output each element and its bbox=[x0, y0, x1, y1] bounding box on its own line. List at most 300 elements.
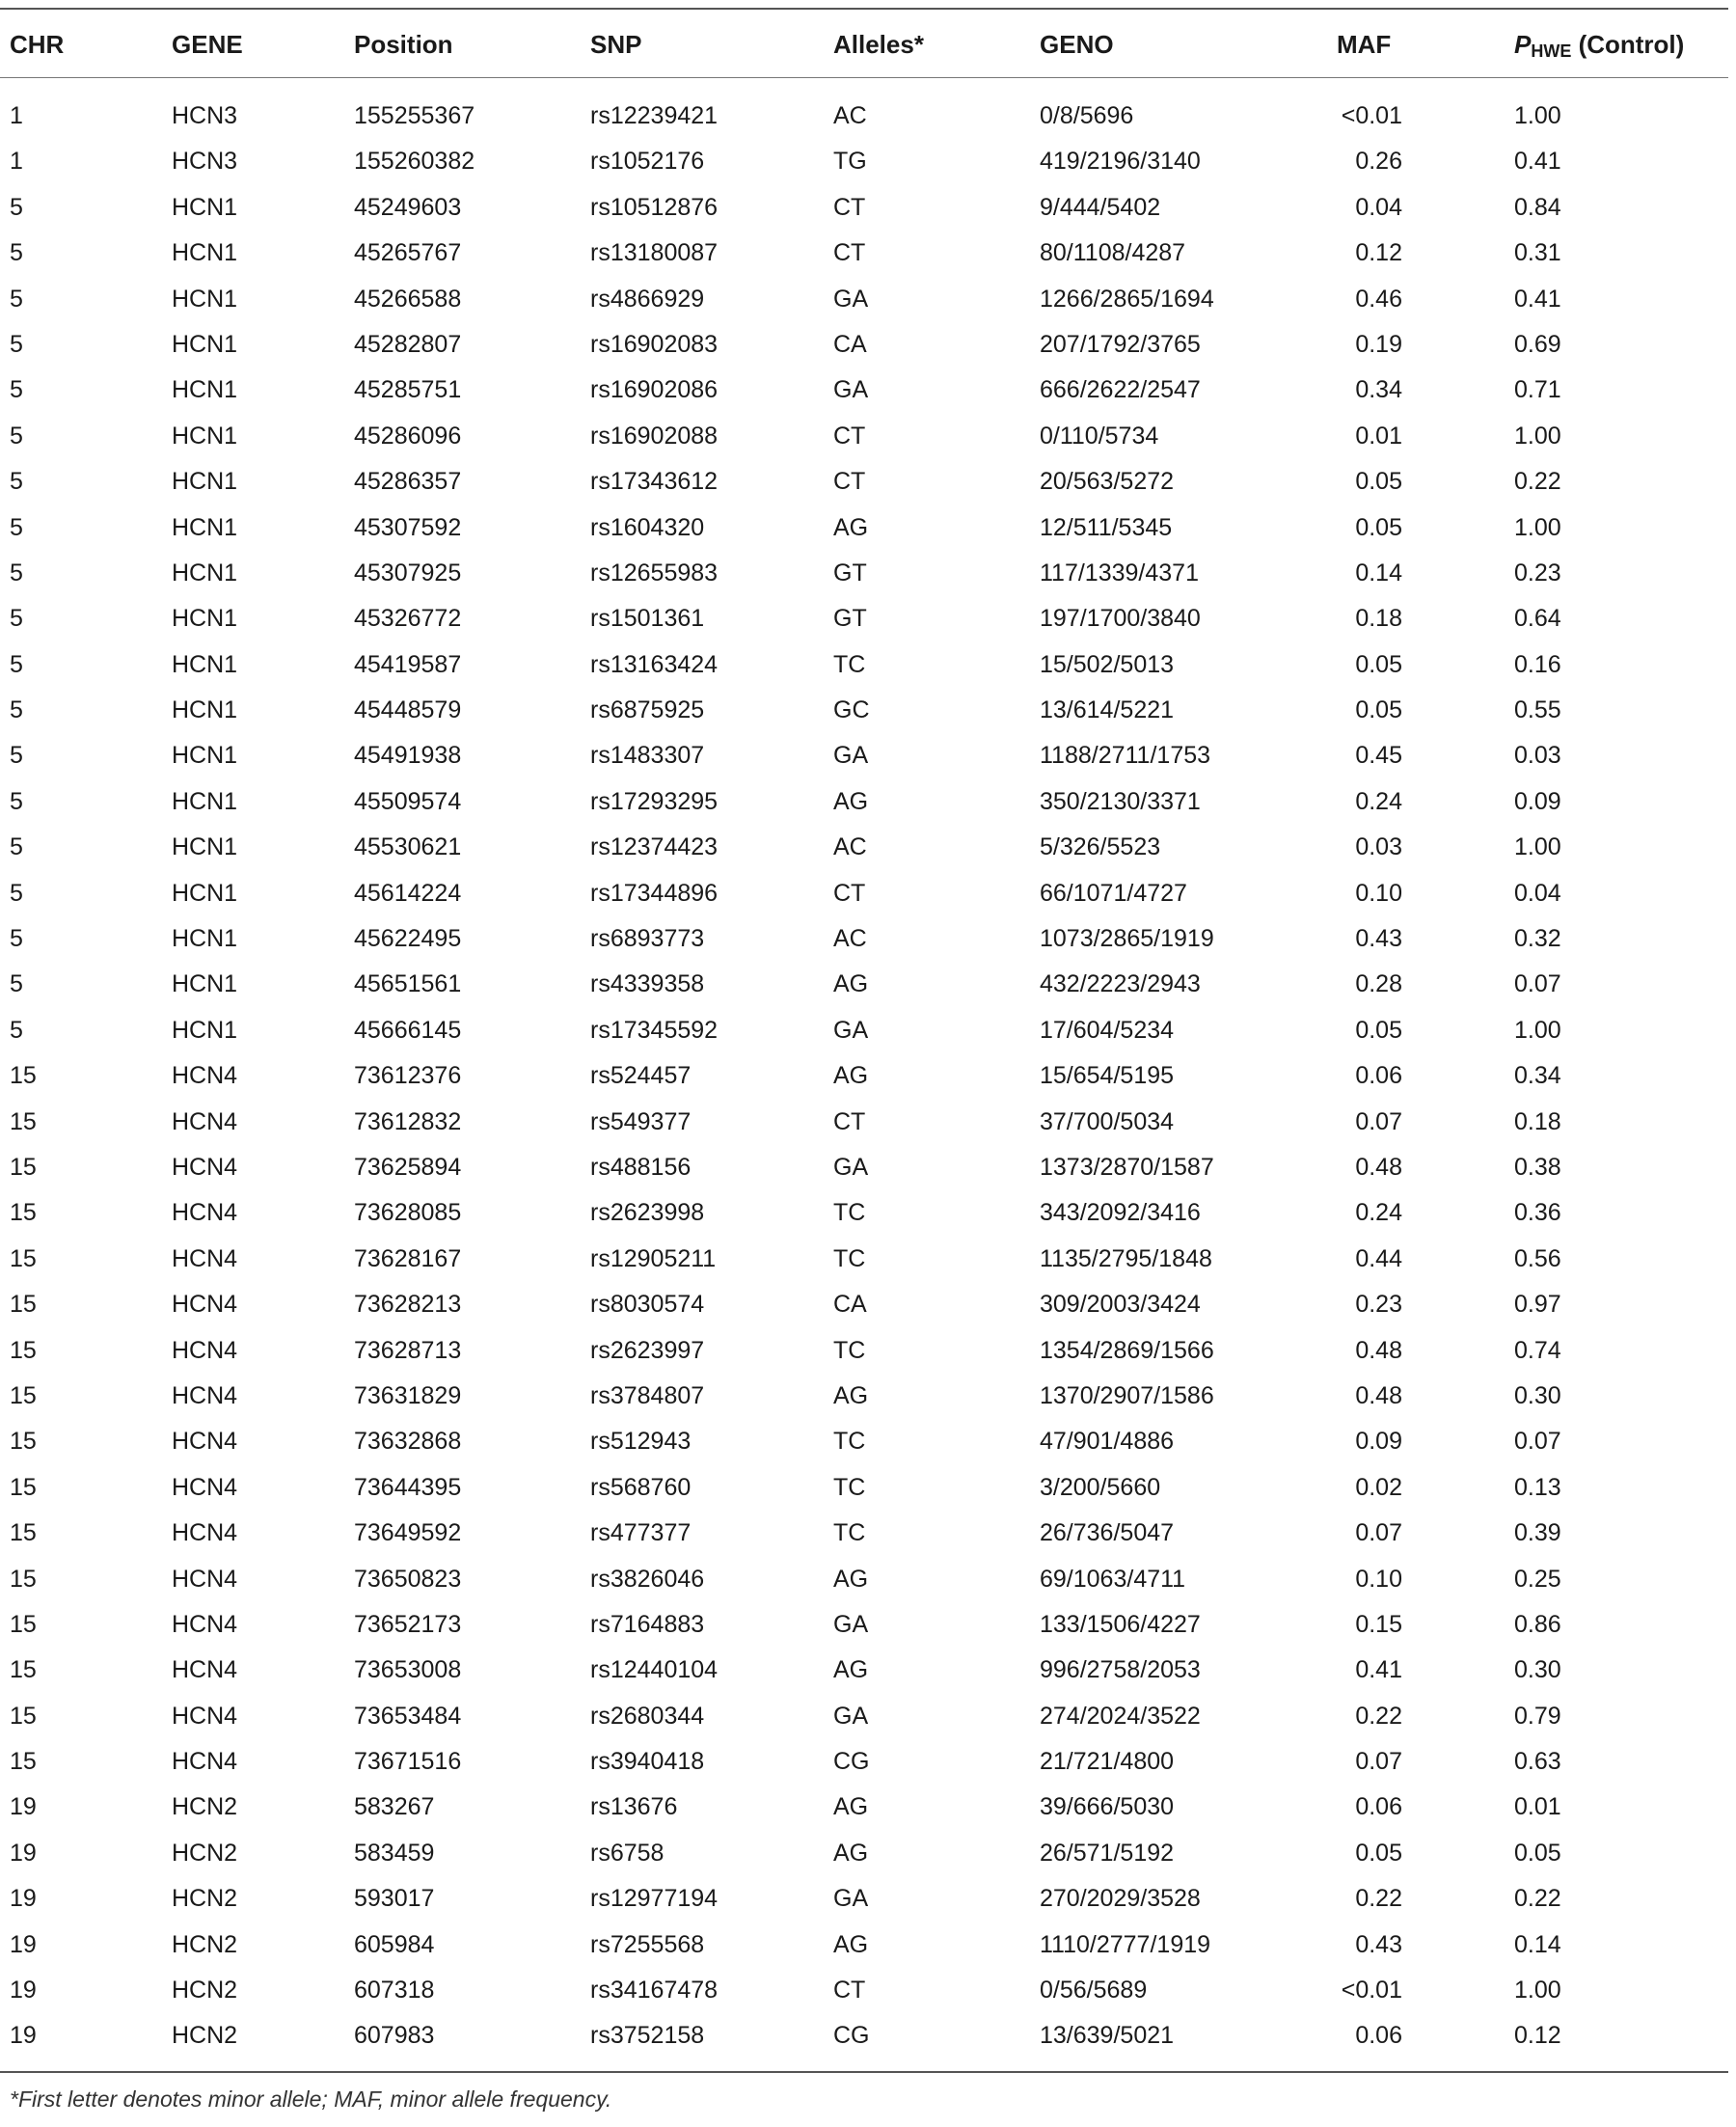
cell-phwe: 0.55 bbox=[1514, 696, 1561, 724]
cell-geno: 1110/2777/1919 bbox=[1040, 1930, 1211, 1958]
table-row bbox=[0, 1923, 1728, 1969]
cell-geno: 996/2758/2053 bbox=[1040, 1656, 1201, 1684]
cell-snp: rs524457 bbox=[590, 1062, 692, 1090]
cell-alleles: TC bbox=[833, 1244, 866, 1272]
table-row bbox=[0, 1375, 1728, 1420]
cell-chr: 5 bbox=[10, 605, 23, 633]
table-row bbox=[0, 780, 1728, 826]
cell-geno: 1373/2870/1587 bbox=[1040, 1153, 1214, 1181]
cell-geno: 66/1071/4727 bbox=[1040, 879, 1187, 907]
cell-alleles: AG bbox=[833, 1793, 869, 1821]
table-row bbox=[0, 506, 1728, 552]
cell-gene: HCN1 bbox=[172, 559, 238, 586]
cell-gene: HCN1 bbox=[172, 970, 238, 998]
cell-alleles: CT bbox=[833, 422, 866, 450]
cell-alleles: CT bbox=[833, 239, 866, 267]
cell-alleles: GT bbox=[833, 605, 867, 633]
cell-chr: 1 bbox=[10, 102, 23, 129]
cell-chr: 5 bbox=[10, 330, 23, 358]
cell-gene: HCN1 bbox=[172, 650, 238, 678]
cell-alleles: GA bbox=[833, 376, 869, 404]
cell-geno: 15/502/5013 bbox=[1040, 650, 1175, 678]
table-row bbox=[0, 872, 1728, 917]
cell-chr: 5 bbox=[10, 285, 23, 313]
table-row bbox=[0, 917, 1728, 963]
cell-position: 605984 bbox=[354, 1930, 435, 1958]
cell-phwe: 0.34 bbox=[1514, 1062, 1561, 1090]
cell-chr: 15 bbox=[10, 1473, 37, 1501]
cell-chr: 5 bbox=[10, 650, 23, 678]
cell-phwe: 0.22 bbox=[1514, 1885, 1561, 1913]
cell-phwe: 0.71 bbox=[1514, 376, 1561, 404]
cell-alleles: GA bbox=[833, 1702, 869, 1730]
cell-phwe: 0.04 bbox=[1514, 879, 1561, 907]
cell-maf: 0.28 bbox=[1355, 970, 1402, 998]
cell-maf: 0.05 bbox=[1355, 468, 1402, 496]
cell-gene: HCN1 bbox=[172, 285, 238, 313]
cell-snp: rs17345592 bbox=[590, 1016, 719, 1044]
header-chr: CHR bbox=[10, 30, 65, 59]
cell-alleles: GA bbox=[833, 285, 869, 313]
cell-position: 45614224 bbox=[354, 879, 462, 907]
cell-alleles: GT bbox=[833, 559, 867, 586]
cell-geno: 37/700/5034 bbox=[1040, 1107, 1175, 1135]
cell-gene: HCN4 bbox=[172, 1291, 238, 1319]
header-gene: GENE bbox=[172, 30, 243, 59]
cell-phwe: 0.36 bbox=[1514, 1199, 1561, 1227]
table-row bbox=[0, 734, 1728, 779]
cell-position: 73653484 bbox=[354, 1702, 462, 1730]
cell-chr: 5 bbox=[10, 833, 23, 861]
cell-gene: HCN1 bbox=[172, 193, 238, 221]
cell-alleles: AG bbox=[833, 787, 869, 815]
cell-chr: 15 bbox=[10, 1153, 37, 1181]
cell-gene: HCN1 bbox=[172, 605, 238, 633]
header-phwe-sub: HWE bbox=[1531, 41, 1572, 61]
cell-maf: 0.04 bbox=[1355, 193, 1402, 221]
table-row bbox=[0, 368, 1728, 414]
cell-phwe: 0.14 bbox=[1514, 1930, 1561, 1958]
cell-gene: HCN3 bbox=[172, 148, 238, 176]
cell-snp: rs8030574 bbox=[590, 1291, 705, 1319]
cell-snp: rs6758 bbox=[590, 1839, 665, 1867]
cell-chr: 5 bbox=[10, 422, 23, 450]
cell-maf: 0.34 bbox=[1355, 376, 1402, 404]
cell-gene: HCN1 bbox=[172, 925, 238, 953]
cell-maf: 0.22 bbox=[1355, 1702, 1402, 1730]
cell-geno: 1188/2711/1753 bbox=[1040, 742, 1211, 770]
cell-maf: 0.48 bbox=[1355, 1153, 1402, 1181]
cell-geno: 80/1108/4287 bbox=[1040, 239, 1186, 267]
table-row bbox=[0, 1649, 1728, 1694]
cell-snp: rs16902088 bbox=[590, 422, 719, 450]
cell-maf: 0.45 bbox=[1355, 742, 1402, 770]
cell-phwe: 0.64 bbox=[1514, 605, 1561, 633]
cell-chr: 19 bbox=[10, 1930, 37, 1958]
cell-geno: 0/56/5689 bbox=[1040, 1977, 1148, 2004]
cell-position: 583459 bbox=[354, 1839, 435, 1867]
cell-chr: 5 bbox=[10, 925, 23, 953]
cell-gene: HCN1 bbox=[172, 879, 238, 907]
cell-gene: HCN2 bbox=[172, 2022, 238, 2050]
cell-gene: HCN1 bbox=[172, 742, 238, 770]
cell-position: 73671516 bbox=[354, 1748, 462, 1776]
cell-maf: 0.24 bbox=[1355, 787, 1402, 815]
cell-maf: 0.46 bbox=[1355, 285, 1402, 313]
cell-maf: 0.10 bbox=[1355, 1565, 1402, 1593]
cell-geno: 274/2024/3522 bbox=[1040, 1702, 1201, 1730]
table-row bbox=[0, 1969, 1728, 2014]
table-row bbox=[0, 1101, 1728, 1146]
cell-phwe: 1.00 bbox=[1514, 1977, 1561, 2004]
cell-phwe: 0.86 bbox=[1514, 1610, 1561, 1638]
cell-maf: 0.06 bbox=[1355, 2022, 1402, 2050]
cell-maf: 0.05 bbox=[1355, 513, 1402, 541]
cell-chr: 15 bbox=[10, 1748, 37, 1776]
cell-phwe: 0.63 bbox=[1514, 1748, 1561, 1776]
cell-phwe: 0.56 bbox=[1514, 1244, 1561, 1272]
table-row bbox=[0, 1191, 1728, 1237]
cell-chr: 15 bbox=[10, 1062, 37, 1090]
cell-alleles: AG bbox=[833, 1062, 869, 1090]
cell-snp: rs12977194 bbox=[590, 1885, 719, 1913]
table-row bbox=[0, 323, 1728, 368]
cell-chr: 1 bbox=[10, 148, 23, 176]
cell-position: 45285751 bbox=[354, 376, 462, 404]
cell-gene: HCN4 bbox=[172, 1199, 238, 1227]
table-row bbox=[0, 1603, 1728, 1649]
cell-phwe: 0.79 bbox=[1514, 1702, 1561, 1730]
cell-position: 73644395 bbox=[354, 1473, 462, 1501]
cell-gene: HCN4 bbox=[172, 1565, 238, 1593]
cell-geno: 12/511/5345 bbox=[1040, 513, 1173, 541]
cell-gene: HCN4 bbox=[172, 1428, 238, 1456]
cell-position: 73625894 bbox=[354, 1153, 462, 1181]
cell-geno: 26/571/5192 bbox=[1040, 1839, 1175, 1867]
cell-alleles: AG bbox=[833, 513, 869, 541]
cell-gene: HCN1 bbox=[172, 833, 238, 861]
cell-chr: 19 bbox=[10, 1885, 37, 1913]
table-row bbox=[0, 1558, 1728, 1603]
cell-geno: 117/1339/4371 bbox=[1040, 559, 1199, 586]
cell-snp: rs34167478 bbox=[590, 1977, 719, 2004]
cell-phwe: 0.39 bbox=[1514, 1519, 1561, 1547]
cell-geno: 39/666/5030 bbox=[1040, 1793, 1175, 1821]
cell-phwe: 1.00 bbox=[1514, 513, 1561, 541]
cell-phwe: 0.25 bbox=[1514, 1565, 1561, 1593]
cell-chr: 15 bbox=[10, 1610, 37, 1638]
cell-position: 45509574 bbox=[354, 787, 462, 815]
cell-geno: 343/2092/3416 bbox=[1040, 1199, 1201, 1227]
cell-snp: rs7164883 bbox=[590, 1610, 705, 1638]
cell-snp: rs13180087 bbox=[590, 239, 719, 267]
cell-snp: rs13676 bbox=[590, 1793, 678, 1821]
cell-position: 45307925 bbox=[354, 559, 462, 586]
cell-maf: 0.19 bbox=[1355, 330, 1402, 358]
cell-geno: 197/1700/3840 bbox=[1040, 605, 1201, 633]
cell-alleles: GA bbox=[833, 1016, 869, 1044]
table-footnote: *First letter denotes minor allele; MAF, minor allele frequency. bbox=[10, 2086, 612, 2112]
cell-chr: 15 bbox=[10, 1291, 37, 1319]
cell-gene: HCN4 bbox=[172, 1702, 238, 1730]
cell-gene: HCN4 bbox=[172, 1748, 238, 1776]
cell-geno: 20/563/5272 bbox=[1040, 468, 1175, 496]
cell-alleles: AG bbox=[833, 970, 869, 998]
cell-chr: 5 bbox=[10, 513, 23, 541]
header-phwe-rest: (Control) bbox=[1571, 30, 1685, 59]
cell-gene: HCN4 bbox=[172, 1062, 238, 1090]
cell-gene: HCN2 bbox=[172, 1885, 238, 1913]
cell-position: 73628167 bbox=[354, 1244, 462, 1272]
cell-alleles: CG bbox=[833, 1748, 870, 1776]
cell-gene: HCN4 bbox=[172, 1519, 238, 1547]
cell-phwe: 0.31 bbox=[1514, 239, 1561, 267]
cell-position: 45530621 bbox=[354, 833, 462, 861]
table-row bbox=[0, 597, 1728, 642]
table-row bbox=[0, 1009, 1728, 1054]
cell-geno: 309/2003/3424 bbox=[1040, 1291, 1201, 1319]
cell-snp: rs2680344 bbox=[590, 1702, 705, 1730]
cell-position: 583267 bbox=[354, 1793, 435, 1821]
cell-position: 45651561 bbox=[354, 970, 462, 998]
cell-position: 45326772 bbox=[354, 605, 462, 633]
cell-gene: HCN4 bbox=[172, 1656, 238, 1684]
cell-phwe: 1.00 bbox=[1514, 422, 1561, 450]
cell-snp: rs16902083 bbox=[590, 330, 719, 358]
cell-alleles: AC bbox=[833, 102, 867, 129]
cell-chr: 19 bbox=[10, 1793, 37, 1821]
table-body bbox=[0, 95, 1728, 2060]
table-row bbox=[0, 1329, 1728, 1375]
cell-snp: rs17343612 bbox=[590, 468, 719, 496]
cell-alleles: GA bbox=[833, 742, 869, 770]
cell-geno: 133/1506/4227 bbox=[1040, 1610, 1201, 1638]
cell-gene: HCN4 bbox=[172, 1244, 238, 1272]
cell-gene: HCN2 bbox=[172, 1793, 238, 1821]
cell-alleles: TG bbox=[833, 148, 867, 176]
cell-maf: 0.24 bbox=[1355, 1199, 1402, 1227]
cell-alleles: TC bbox=[833, 1428, 866, 1456]
cell-alleles: CT bbox=[833, 468, 866, 496]
cell-maf: 0.05 bbox=[1355, 1839, 1402, 1867]
cell-alleles: CT bbox=[833, 193, 866, 221]
cell-maf: 0.41 bbox=[1355, 1656, 1402, 1684]
cell-position: 73628085 bbox=[354, 1199, 462, 1227]
cell-gene: HCN2 bbox=[172, 1839, 238, 1867]
cell-snp: rs6893773 bbox=[590, 925, 705, 953]
cell-alleles: GA bbox=[833, 1885, 869, 1913]
cell-alleles: CG bbox=[833, 2022, 870, 2050]
cell-alleles: GA bbox=[833, 1153, 869, 1181]
cell-chr: 15 bbox=[10, 1565, 37, 1593]
table-row bbox=[0, 1420, 1728, 1465]
cell-snp: rs512943 bbox=[590, 1428, 692, 1456]
cell-phwe: 0.12 bbox=[1514, 2022, 1561, 2050]
cell-snp: rs12440104 bbox=[590, 1656, 719, 1684]
cell-position: 73632868 bbox=[354, 1428, 462, 1456]
cell-snp: rs477377 bbox=[590, 1519, 692, 1547]
cell-phwe: 0.30 bbox=[1514, 1381, 1561, 1409]
cell-phwe: 0.23 bbox=[1514, 559, 1561, 586]
cell-alleles: TC bbox=[833, 1473, 866, 1501]
cell-chr: 15 bbox=[10, 1107, 37, 1135]
cell-geno: 1370/2907/1586 bbox=[1040, 1381, 1214, 1409]
cell-snp: rs12374423 bbox=[590, 833, 719, 861]
cell-phwe: 0.16 bbox=[1514, 650, 1561, 678]
cell-geno: 432/2223/2943 bbox=[1040, 970, 1201, 998]
table-row bbox=[0, 1740, 1728, 1786]
cell-position: 593017 bbox=[354, 1885, 435, 1913]
cell-chr: 5 bbox=[10, 787, 23, 815]
header-phwe bbox=[1514, 23, 1684, 72]
header-position: Position bbox=[354, 30, 453, 59]
cell-position: 45265767 bbox=[354, 239, 462, 267]
cell-geno: 13/639/5021 bbox=[1040, 2022, 1175, 2050]
cell-phwe: 0.97 bbox=[1514, 1291, 1561, 1319]
cell-geno: 69/1063/4711 bbox=[1040, 1565, 1186, 1593]
cell-snp: rs12239421 bbox=[590, 102, 719, 129]
cell-position: 73628213 bbox=[354, 1291, 462, 1319]
cell-geno: 5/326/5523 bbox=[1040, 833, 1161, 861]
cell-position: 607318 bbox=[354, 1977, 435, 2004]
cell-phwe: 0.07 bbox=[1514, 970, 1561, 998]
cell-phwe: 0.03 bbox=[1514, 742, 1561, 770]
cell-chr: 15 bbox=[10, 1199, 37, 1227]
cell-geno: 1354/2869/1566 bbox=[1040, 1336, 1214, 1364]
cell-gene: HCN1 bbox=[172, 376, 238, 404]
table-row bbox=[0, 643, 1728, 689]
cell-chr: 15 bbox=[10, 1702, 37, 1730]
cell-snp: rs2623997 bbox=[590, 1336, 705, 1364]
cell-phwe: 0.38 bbox=[1514, 1153, 1561, 1181]
cell-alleles: AC bbox=[833, 833, 867, 861]
cell-alleles: CA bbox=[833, 1291, 867, 1319]
cell-maf: 0.44 bbox=[1355, 1244, 1402, 1272]
cell-position: 45282807 bbox=[354, 330, 462, 358]
cell-snp: rs1501361 bbox=[590, 605, 705, 633]
cell-alleles: AG bbox=[833, 1656, 869, 1684]
cell-maf: 0.07 bbox=[1355, 1519, 1402, 1547]
cell-maf: 0.03 bbox=[1355, 833, 1402, 861]
cell-geno: 0/8/5696 bbox=[1040, 102, 1134, 129]
cell-maf: 0.26 bbox=[1355, 148, 1402, 176]
cell-snp: rs17344896 bbox=[590, 879, 719, 907]
cell-position: 73612832 bbox=[354, 1107, 462, 1135]
cell-phwe: 0.09 bbox=[1514, 787, 1561, 815]
cell-alleles: AG bbox=[833, 1381, 869, 1409]
table-row bbox=[0, 689, 1728, 734]
cell-chr: 5 bbox=[10, 559, 23, 586]
cell-position: 73652173 bbox=[354, 1610, 462, 1638]
cell-phwe: 1.00 bbox=[1514, 833, 1561, 861]
cell-position: 45286357 bbox=[354, 468, 462, 496]
cell-gene: HCN1 bbox=[172, 468, 238, 496]
cell-chr: 5 bbox=[10, 1016, 23, 1044]
cell-gene: HCN2 bbox=[172, 1977, 238, 2004]
cell-geno: 1073/2865/1919 bbox=[1040, 925, 1214, 953]
cell-position: 45491938 bbox=[354, 742, 462, 770]
cell-alleles: AC bbox=[833, 925, 867, 953]
top-rule bbox=[0, 8, 1728, 10]
cell-snp: rs12655983 bbox=[590, 559, 719, 586]
cell-alleles: TC bbox=[833, 1199, 866, 1227]
cell-snp: rs13163424 bbox=[590, 650, 719, 678]
cell-gene: HCN1 bbox=[172, 513, 238, 541]
cell-maf: 0.48 bbox=[1355, 1381, 1402, 1409]
cell-position: 73628713 bbox=[354, 1336, 462, 1364]
cell-chr: 15 bbox=[10, 1336, 37, 1364]
cell-geno: 47/901/4886 bbox=[1040, 1428, 1175, 1456]
cell-chr: 5 bbox=[10, 970, 23, 998]
table-row bbox=[0, 1512, 1728, 1557]
cell-gene: HCN4 bbox=[172, 1336, 238, 1364]
cell-snp: rs1483307 bbox=[590, 742, 705, 770]
cell-maf: 0.09 bbox=[1355, 1428, 1402, 1456]
cell-snp: rs1052176 bbox=[590, 148, 705, 176]
cell-chr: 5 bbox=[10, 193, 23, 221]
cell-position: 45307592 bbox=[354, 513, 462, 541]
cell-maf: 0.05 bbox=[1355, 650, 1402, 678]
cell-position: 45448579 bbox=[354, 696, 462, 724]
cell-alleles: CT bbox=[833, 1977, 866, 2004]
table-row bbox=[0, 140, 1728, 185]
cell-maf: 0.43 bbox=[1355, 1930, 1402, 1958]
cell-gene: HCN1 bbox=[172, 239, 238, 267]
cell-phwe: 0.84 bbox=[1514, 193, 1561, 221]
cell-alleles: TC bbox=[833, 1519, 866, 1547]
cell-snp: rs4339358 bbox=[590, 970, 705, 998]
cell-maf: 0.15 bbox=[1355, 1610, 1402, 1638]
cell-phwe: 0.22 bbox=[1514, 468, 1561, 496]
cell-geno: 1266/2865/1694 bbox=[1040, 285, 1214, 313]
cell-phwe: 0.32 bbox=[1514, 925, 1561, 953]
cell-maf: 0.05 bbox=[1355, 696, 1402, 724]
cell-maf: 0.48 bbox=[1355, 1336, 1402, 1364]
cell-snp: rs4866929 bbox=[590, 285, 705, 313]
cell-position: 45666145 bbox=[354, 1016, 462, 1044]
cell-gene: HCN4 bbox=[172, 1610, 238, 1638]
cell-alleles: CT bbox=[833, 879, 866, 907]
cell-chr: 5 bbox=[10, 239, 23, 267]
cell-gene: HCN4 bbox=[172, 1107, 238, 1135]
cell-snp: rs6875925 bbox=[590, 696, 705, 724]
cell-position: 45266588 bbox=[354, 285, 462, 313]
table-header bbox=[0, 23, 1728, 66]
table-row bbox=[0, 963, 1728, 1008]
cell-geno: 3/200/5660 bbox=[1040, 1473, 1161, 1501]
cell-gene: HCN1 bbox=[172, 1016, 238, 1044]
cell-geno: 350/2130/3371 bbox=[1040, 787, 1201, 815]
cell-maf: 0.01 bbox=[1355, 422, 1402, 450]
cell-geno: 21/721/4800 bbox=[1040, 1748, 1175, 1776]
cell-position: 73612376 bbox=[354, 1062, 462, 1090]
cell-maf: 0.07 bbox=[1355, 1107, 1402, 1135]
cell-geno: 26/736/5047 bbox=[1040, 1519, 1175, 1547]
cell-chr: 5 bbox=[10, 376, 23, 404]
cell-chr: 5 bbox=[10, 742, 23, 770]
table-row bbox=[0, 278, 1728, 323]
cell-snp: rs568760 bbox=[590, 1473, 692, 1501]
cell-snp: rs3784807 bbox=[590, 1381, 705, 1409]
cell-geno: 0/110/5734 bbox=[1040, 422, 1159, 450]
table-row bbox=[0, 1238, 1728, 1283]
cell-maf: 0.22 bbox=[1355, 1885, 1402, 1913]
cell-gene: HCN4 bbox=[172, 1153, 238, 1181]
header-rule bbox=[0, 77, 1728, 78]
cell-maf: <0.01 bbox=[1341, 102, 1402, 129]
table-row bbox=[0, 1283, 1728, 1328]
cell-snp: rs1604320 bbox=[590, 513, 705, 541]
